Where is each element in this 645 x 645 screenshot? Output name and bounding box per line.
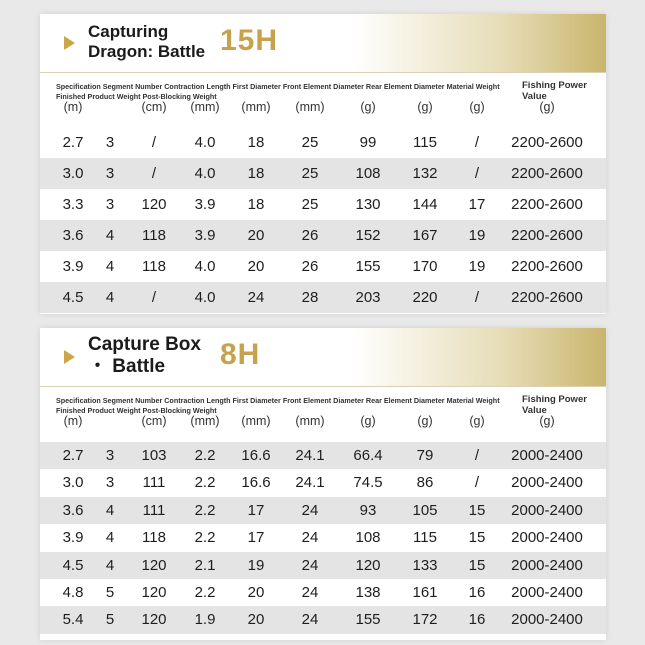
table-title: [88, 334, 201, 378]
table-cell: 111: [142, 474, 166, 492]
table-cell: 4.0: [194, 258, 216, 275]
table-cell: 99: [359, 134, 377, 151]
table-cell: 2.7: [62, 447, 84, 464]
table-cell: 120: [141, 196, 167, 213]
table-cell: 2200-2600: [511, 227, 583, 244]
table-cell: 2.2: [194, 584, 216, 601]
table-cell: 4: [105, 529, 115, 547]
table-cell: 24: [247, 289, 265, 306]
table-cell: 138: [355, 584, 381, 601]
table-cell: 133: [412, 556, 438, 574]
table-row: [40, 282, 606, 313]
table-row: [40, 579, 606, 606]
spec-table-capture-box: [40, 328, 606, 640]
grade-label: 15H: [220, 24, 279, 57]
table-cell: 2200-2600: [511, 196, 583, 213]
table-cell: 4: [105, 556, 115, 574]
fishing-power-header: Fishing Power Value: [522, 80, 587, 102]
table-cell: 15: [468, 556, 486, 574]
table-cell: 132: [412, 165, 438, 182]
unit-cell: (m): [63, 414, 83, 428]
table-cell: /: [474, 447, 480, 464]
table-cell: 2000-2400: [511, 611, 583, 629]
table-cell: 3.9: [62, 258, 84, 275]
table-cell: 167: [412, 227, 438, 244]
table-cell: 3.3: [62, 196, 84, 213]
table-row: [40, 469, 606, 496]
table-cell: /: [151, 134, 157, 151]
table-row: [40, 158, 606, 189]
table-cell: 3.6: [62, 227, 84, 244]
column-header-line-1: Specification Segment Number Contraction Length First Diameter Front Element Diameter Rear Element Diameter Material Weight: [56, 396, 500, 405]
table-cell: 155: [355, 258, 381, 275]
table-cell: 4: [105, 258, 115, 275]
table-cell: 86: [416, 474, 434, 492]
table-cell: 16.6: [241, 447, 271, 464]
table-cell: 4.8: [62, 584, 84, 601]
unit-cell: (g): [417, 414, 433, 428]
table-cell: 2000-2400: [511, 556, 583, 574]
table-cell: 144: [412, 196, 438, 213]
table-cell: 203: [355, 289, 381, 306]
table-cell: /: [474, 165, 480, 182]
table-cell: 2200-2600: [511, 289, 583, 306]
table-cell: 120: [141, 584, 167, 601]
unit-cell: (g): [469, 100, 485, 114]
table-cell: 79: [416, 447, 434, 464]
table-cell: 24: [301, 556, 319, 574]
table-cell: 220: [412, 289, 438, 306]
table-cell: 5: [105, 611, 115, 629]
triangle-marker-icon: [64, 350, 75, 364]
table-cell: 24: [301, 529, 319, 547]
table-cell: /: [474, 289, 480, 306]
table-cell: 66.4: [353, 447, 383, 464]
table-cell: 152: [355, 227, 381, 244]
title-line-2: ・ Battle: [88, 356, 166, 377]
table-cell: 25: [301, 165, 319, 182]
table-cell: 118: [142, 258, 166, 275]
table-cell: 18: [247, 165, 265, 182]
table-cell: 17: [247, 529, 265, 547]
table-cell: 24: [301, 584, 319, 601]
table-cell: 18: [247, 134, 265, 151]
triangle-marker-icon: [64, 36, 75, 50]
table-cell: 4: [105, 289, 115, 306]
table-cell: 74.5: [353, 474, 383, 492]
units-row: [40, 414, 606, 434]
table-cell: 20: [247, 611, 265, 629]
table-cell: 3: [105, 196, 115, 213]
table-cell: 16: [468, 611, 486, 629]
fishing-power-header: Fishing Power Value: [522, 394, 587, 416]
table-cell: 2.1: [194, 556, 216, 574]
table-title: [88, 22, 205, 62]
table-cell: 17: [468, 196, 486, 213]
table-row: [40, 524, 606, 551]
table-cell: 16: [468, 584, 486, 601]
title-line-1: Capture Box: [88, 334, 201, 355]
column-header-line-1: Specification Segment Number Contraction Length First Diameter Front Element Diameter Rear Element Diameter Material Weight: [56, 82, 500, 91]
table-cell: 3.9: [194, 227, 216, 244]
units-row: [40, 100, 606, 120]
table-cell: 3.0: [62, 165, 84, 182]
table-cell: 170: [412, 258, 438, 275]
column-header-line-2: Finished Product Weight Post-Blocking Weight: [56, 92, 217, 101]
table-cell: 25: [301, 134, 319, 151]
unit-cell: (g): [539, 414, 555, 428]
table-cell: 18: [247, 196, 265, 213]
table-cell: 2200-2600: [511, 165, 583, 182]
table-cell: 2200-2600: [511, 134, 583, 151]
table-cell: 161: [412, 584, 438, 601]
unit-cell: (g): [360, 414, 376, 428]
grade-label: 8H: [220, 338, 261, 371]
table-row: [40, 552, 606, 579]
table-cell: 26: [301, 258, 319, 275]
table-banner: [40, 14, 606, 73]
table-cell: 19: [468, 227, 486, 244]
table-cell: 3.0: [62, 474, 84, 492]
table-cell: /: [151, 289, 157, 306]
unit-cell: (cm): [141, 414, 167, 428]
table-cell: 155: [355, 611, 381, 629]
table-cell: 4.0: [194, 289, 216, 306]
unit-cell: (mm): [241, 100, 271, 114]
table-cell: 2000-2400: [511, 584, 583, 601]
table-cell: 4.5: [62, 289, 84, 306]
table-cell: 103: [141, 447, 167, 464]
unit-cell: (g): [469, 414, 485, 428]
table-cell: /: [151, 165, 157, 182]
table-cell: 2000-2400: [511, 474, 583, 492]
table-cell: 120: [141, 556, 167, 574]
table-cell: 115: [413, 529, 437, 547]
unit-cell: (mm): [190, 100, 220, 114]
table-cell: 3.9: [62, 529, 84, 547]
table-cell: 120: [355, 556, 381, 574]
table-cell: 20: [247, 258, 265, 275]
table-cell: 24.1: [295, 474, 325, 492]
table-banner: [40, 328, 606, 387]
table-cell: 4.0: [194, 165, 216, 182]
table-cell: 105: [412, 501, 438, 519]
table-cell: 118: [142, 529, 166, 547]
unit-cell: (g): [360, 100, 376, 114]
table-cell: 93: [359, 501, 377, 519]
table-cell: 3: [105, 447, 115, 464]
column-header-text: [56, 82, 500, 102]
table-cell: 3.9: [194, 196, 216, 213]
title-line-2: Dragon: Battle: [88, 42, 206, 61]
unit-cell: (g): [539, 100, 555, 114]
table-cell: 24.1: [295, 447, 325, 464]
table-cell: 19: [468, 258, 486, 275]
table-cell: 111: [142, 501, 166, 519]
table-cell: /: [474, 474, 480, 492]
table-cell: 2.2: [194, 447, 216, 464]
table-cell: 2.7: [62, 134, 84, 151]
table-cell: 2200-2600: [511, 258, 583, 275]
table-cell: 3: [105, 474, 115, 492]
table-cell: 25: [301, 196, 319, 213]
table-cell: 3: [105, 134, 115, 151]
table-cell: 3.6: [62, 501, 84, 519]
table-cell: 20: [247, 584, 265, 601]
table-cell: 108: [355, 165, 381, 182]
table-cell: 2.2: [194, 474, 216, 492]
table-cell: 5: [105, 584, 115, 601]
table-cell: 120: [141, 611, 167, 629]
table-cell: 17: [247, 501, 265, 519]
table-cell: 1.9: [194, 611, 216, 629]
table-cell: 2000-2400: [511, 501, 583, 519]
table-cell: 2.2: [194, 529, 216, 547]
table-row: [40, 606, 606, 633]
table-cell: 130: [355, 196, 381, 213]
table-cell: 20: [247, 227, 265, 244]
table-cell: 2.2: [194, 501, 216, 519]
table-cell: 4: [105, 501, 115, 519]
table-cell: 4: [105, 227, 115, 244]
title-line-1: Capturing: [88, 22, 169, 41]
unit-cell: (mm): [295, 100, 325, 114]
unit-cell: (cm): [141, 100, 167, 114]
table-row: [40, 189, 606, 220]
table-cell: 3: [105, 165, 115, 182]
unit-cell: (g): [417, 100, 433, 114]
table-row: [40, 251, 606, 282]
table-cell: 15: [468, 501, 486, 519]
table-row: [40, 220, 606, 251]
table-cell: 24: [301, 501, 319, 519]
spec-table-capturing-dragon: [40, 14, 606, 314]
table-cell: 118: [142, 227, 166, 244]
table-cell: 16.6: [241, 474, 271, 492]
unit-cell: (m): [63, 100, 83, 114]
table-cell: 115: [413, 134, 437, 151]
unit-cell: (mm): [241, 414, 271, 428]
table-cell: 24: [301, 611, 319, 629]
table-cell: 28: [301, 289, 319, 306]
table-cell: 26: [301, 227, 319, 244]
table-cell: 5.4: [62, 611, 84, 629]
table-cell: 19: [247, 556, 265, 574]
column-header-line-2: Finished Product Weight Post-Blocking Weight: [56, 406, 217, 415]
table-cell: 15: [468, 529, 486, 547]
table-row: [40, 497, 606, 524]
table-cell: 4.0: [194, 134, 216, 151]
table-cell: /: [474, 134, 480, 151]
unit-cell: (mm): [190, 414, 220, 428]
table-cell: 172: [412, 611, 438, 629]
unit-cell: (mm): [295, 414, 325, 428]
table-cell: 2000-2400: [511, 529, 583, 547]
table-row: [40, 127, 606, 158]
table-row: [40, 442, 606, 469]
table-cell: 2000-2400: [511, 447, 583, 464]
table-cell: 108: [355, 529, 381, 547]
table-cell: 4.5: [62, 556, 84, 574]
column-header-text: [56, 396, 500, 416]
